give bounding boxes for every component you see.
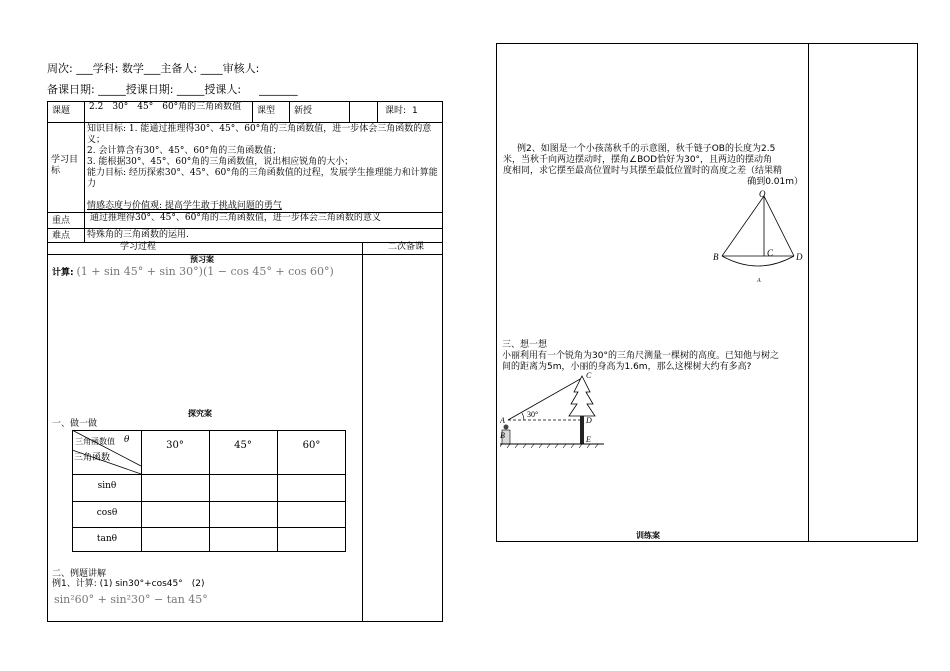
difficult-point-text: 特殊角的三角函数的运用. <box>87 230 189 240</box>
label-c: C <box>767 248 774 258</box>
label-b-point: B <box>500 431 505 440</box>
swing-chain-od <box>764 196 794 256</box>
preview-title: 预习案 <box>190 255 214 264</box>
angle-60: 60° <box>302 440 321 451</box>
training-title: 训练案 <box>636 531 660 540</box>
swing-arc <box>722 256 794 266</box>
example-2-line: 确到0.01m） <box>747 177 803 187</box>
swing-figure <box>712 186 810 286</box>
explore-title: 探究案 <box>188 409 212 418</box>
goal-line: 能力目标: 经历探索30°、45°、60°角的三角函数值的过程，发展学生推理能力和计算能力 <box>87 168 438 189</box>
examples-section: 二、例题讲解 <box>52 569 107 579</box>
tree-crown-icon <box>569 376 595 416</box>
key-point-label: 重点 <box>52 216 71 226</box>
goals-text <box>87 124 439 212</box>
ground-hatch <box>500 444 598 448</box>
type-label: 课型 <box>257 106 276 116</box>
process-left-header: 学习过程 <box>120 242 157 252</box>
goal-line: 知识目标: 1. 能通过推理得30°、45°、60°角的三角函数值，进一步体会三角函数的意义； <box>87 124 432 145</box>
angle-label: 30° <box>527 410 539 419</box>
label-b: B <box>713 252 719 262</box>
think-line: 间的距离为5m，小丽的身高为1.6m，那么这棵树大约有多高? <box>502 362 752 372</box>
swing-chain-ob <box>722 196 764 256</box>
row-sin: sinθ <box>97 481 117 491</box>
explore-section: 一、做一做 <box>52 419 98 429</box>
example-1: 例1、计算: (1) sin30°+cos45° (2) <box>52 579 205 589</box>
hours-value: 1 <box>412 106 418 116</box>
corner-top-label: 三角函数值 <box>75 437 115 446</box>
label-a-point: A <box>500 416 505 425</box>
label-a: A <box>757 278 761 284</box>
header-line-2-main: 备课日期: _____授课日期: _____授课人: <box>47 83 242 96</box>
header-line-1: 周次: ___学科: 数学___主备人: ____审核人: <box>47 62 260 75</box>
label-e-point: E <box>586 435 591 444</box>
preview-calc <box>52 265 334 278</box>
goal-line <box>87 190 439 201</box>
angle-arc <box>522 413 524 420</box>
difficult-point-label: 难点 <box>52 231 71 241</box>
corner-bottom-label: 三角函数 <box>74 453 111 463</box>
goal-line: 情感态度与价值观: 提高学生敢于挑战问题的勇气 <box>87 201 282 211</box>
example-1-expr: sin²60° + sin²30° − tan 45° <box>54 593 208 606</box>
process-right-header: 二次备课 <box>388 242 425 252</box>
goals-label: 学习目标 <box>51 155 79 176</box>
label-d-point: D <box>586 416 592 425</box>
example-2 <box>503 144 803 188</box>
tree-trunk <box>580 416 584 444</box>
type-value: 新授 <box>294 106 313 116</box>
angle-45: 45° <box>234 440 252 451</box>
row-cos: cosθ <box>96 508 118 518</box>
lesson-label: 课题 <box>52 106 71 116</box>
angle-30: 30° <box>166 440 184 451</box>
corner-theta: θ <box>124 435 130 445</box>
example-2-line: 度相同，求它摆至最高位置时与其摆至最低位置时的高度之差（结果精 <box>503 166 783 176</box>
preview-calc-label: 计算: <box>52 268 74 278</box>
think-section: 三、想一想 <box>502 340 548 350</box>
header-line-2-tail: _______ <box>259 83 298 96</box>
girl-head <box>504 425 509 430</box>
lesson-title: 2.2 30° 45° 60°角的三角函数值 <box>89 102 242 112</box>
tree-figure <box>500 370 606 456</box>
goal-line: 2. 会计算含有30°、45°、60°角的三角函数值； <box>87 146 282 156</box>
label-d: D <box>796 252 803 262</box>
label-o: O <box>759 189 766 199</box>
hours-label: 课时: <box>385 106 407 116</box>
preview-calc-expr: (1 + sin 45° + sin 30°)(1 − cos 45° + cos 60°) <box>76 265 334 278</box>
think-line: 小丽利用有一个锐角为30°的三角尺测量一棵树的高度。已知他与树之 <box>502 351 779 361</box>
key-point-text: 通过推理得30°、45°、60°角的三角函数值，进一步体会三角函数的意义 <box>90 213 381 223</box>
example-2-line: 例2、如图是一个小孩荡秋千的示意图，秋千链子OB的长度为2.5 <box>517 144 776 154</box>
goal-line: 3. 能根据30°、45°、60°角的三角函数值，说出相应锐角的大小； <box>87 157 354 167</box>
header-line-2 <box>47 81 298 97</box>
label-c-point: C <box>586 371 592 380</box>
right-page-frame <box>496 43 918 542</box>
row-tan: tanθ <box>96 534 118 544</box>
hours <box>385 106 418 117</box>
example-2-line: 米，当秋千向两边摆动时，摆角∠BOD恰好为30°，且两边的摆动角 <box>503 155 773 165</box>
